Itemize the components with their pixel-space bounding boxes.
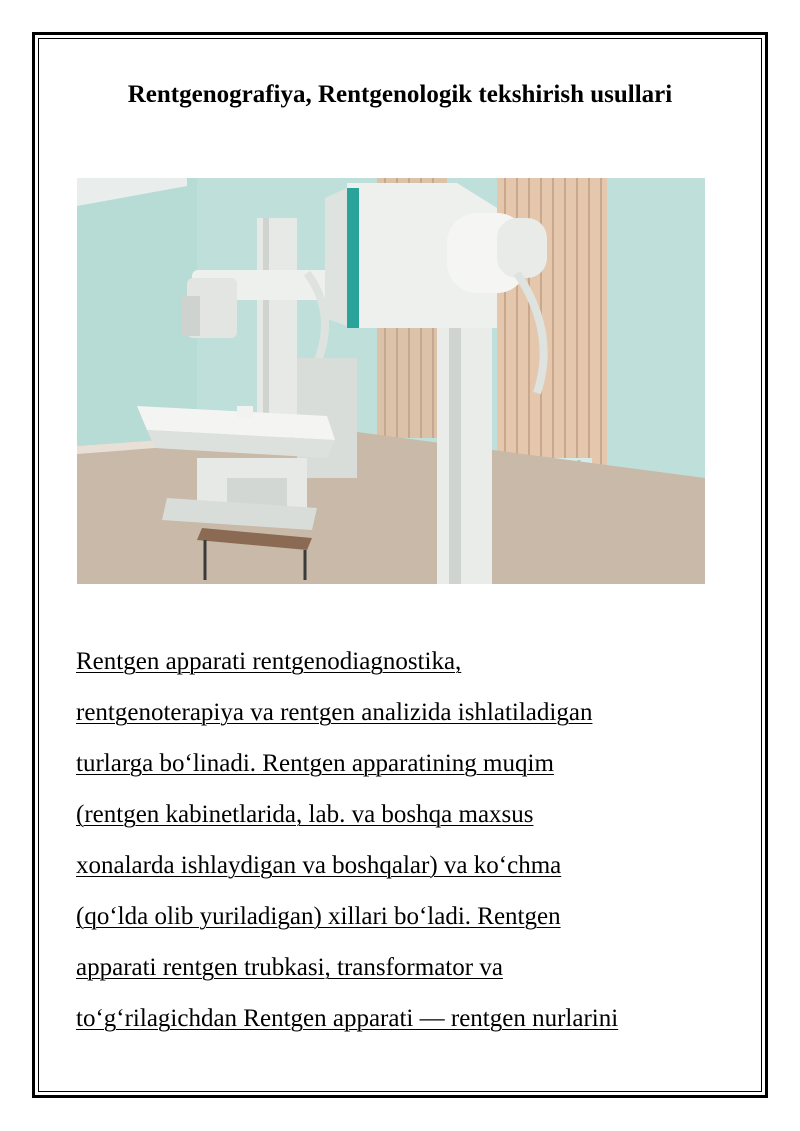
paragraph-line: (qo‘lda olib yuriladigan) xillari bo‘ladi. Rentgen [76,903,561,930]
document-title: Rentgenografiya, Rentgenologik tekshirish usullari [127,81,673,108]
paragraph-line: xonalarda ishlaydigan va boshqalar) va ko‘chma [76,852,562,879]
body-paragraph [76,640,736,1048]
paragraph-line: (rentgen kabinetlarida, lab. va boshqa maxsus [76,801,534,828]
paragraph-line: to‘g‘rilagichdan Rentgen apparati — rentgen nurlarini [76,1005,619,1032]
x-ray-room-photo [77,178,705,584]
paragraph-line: apparati rentgen trubkasi, transformator va [76,954,503,981]
paragraph-line: rentgenoterapiya va rentgen analizida ishlatiladigan [76,699,593,726]
paragraph-line: turlarga bo‘linadi. Rentgen apparatining muqim [76,750,554,777]
paragraph-line: Rentgen apparati rentgenodiagnostika, [76,648,462,675]
